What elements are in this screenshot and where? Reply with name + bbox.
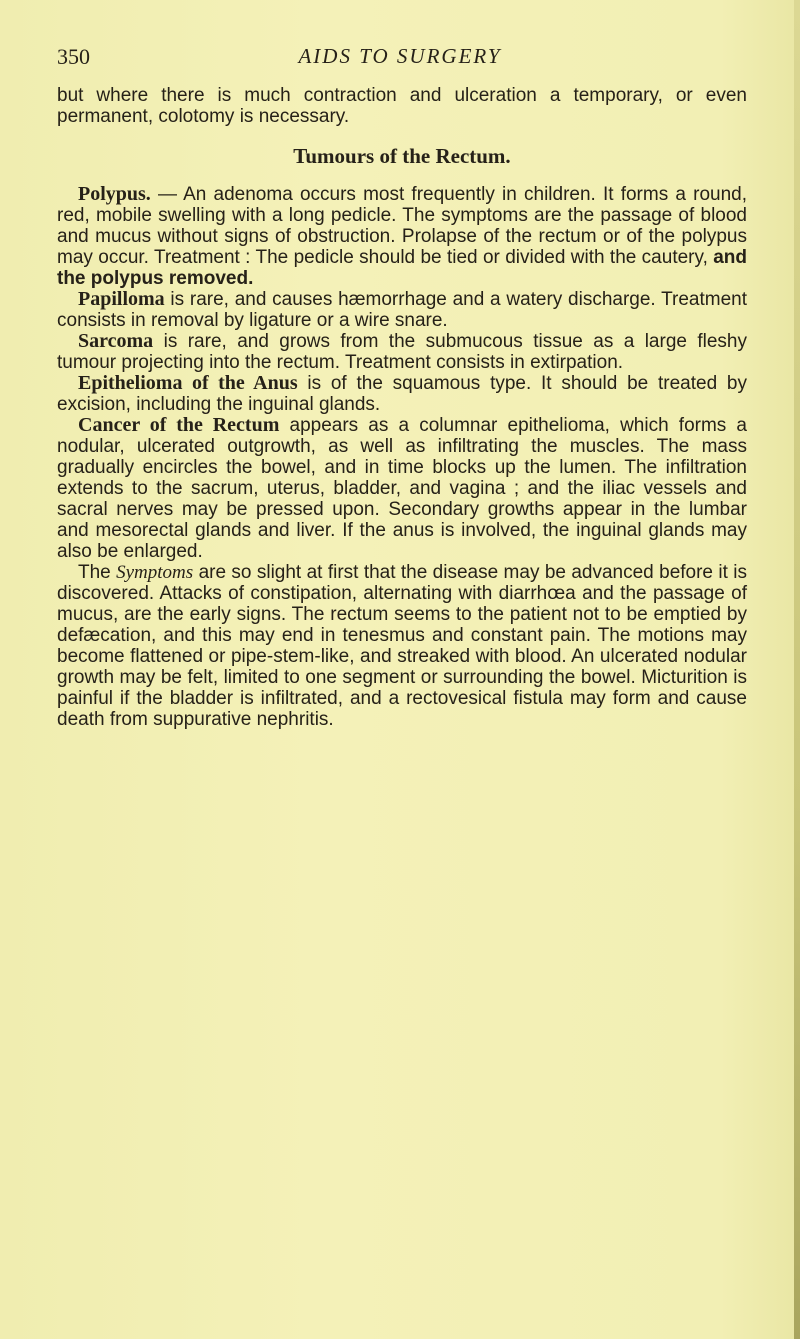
- polypus-dash: —: [150, 184, 184, 205]
- running-head: AIDS TO SURGERY: [298, 44, 502, 68]
- continuation-paragraph: but where there is much contraction and ulceration a temporary, or even permanent, colotomy is necessary.: [57, 85, 747, 127]
- papilloma-text: is rare, and causes hæmorrhage and a watery discharge. Treatment consists in removal by ligature or a wire snare.: [57, 289, 747, 331]
- paragraph-sarcoma: [57, 331, 747, 373]
- polypus-text: An adenoma occurs most frequently in children. It forms a round, red, mobile swelling with a long pedicle. The symptoms are the passage of blood and mucus without signs of obstruction. Prolapse of the rectum or of the polypus may occur. Treatment : The pedicle should be tied or divided with the cautery,: [57, 184, 748, 268]
- paragraph-cancer: [57, 415, 747, 562]
- paragraph-papilloma: [57, 289, 747, 331]
- page-edge: [794, 0, 800, 1339]
- sarcoma-text: is rare, and grows from the submucous tissue as a large fleshy tumour projecting into the rectum. Treatment consists in extirpation.: [57, 331, 747, 373]
- polypus-bold-tail: and the polypus removed.: [57, 247, 747, 289]
- paragraph-epithelioma: [57, 373, 747, 415]
- page-body: [57, 85, 747, 730]
- term-symptoms: Symptoms: [116, 562, 194, 583]
- term-cancer: Cancer of the Rectum: [78, 414, 280, 436]
- term-epithelioma: Epithelioma of the Anus: [78, 372, 298, 394]
- term-sarcoma: Sarcoma: [78, 330, 154, 352]
- paragraph-polypus: [57, 184, 747, 289]
- page-header: [0, 44, 800, 74]
- symptoms-text: are so slight at first that the disease may be advanced before it is discovered. Attacks of constipation, alternating with diarrhœa and the passage of mucus, are the early signs. The rectum seems to the patient not to be emptied by defæcation, and this may end in tenesmus and constant pain. The motions may become flattened or pipe-stem-like, and streaked with blood. An ulcerated nodular growth may be felt, limited to one segment or surrounding the bowel. Micturition is painful if the bladder is infiltrated, and a rectovesical fistula may form and cause death from suppurative nephritis.: [57, 562, 747, 730]
- page-number: 350: [57, 44, 90, 69]
- cancer-text: appears as a columnar epithelioma, which forms a nodular, ulcerated outgrowth, as well as infiltrating the muscles. The mass gradually encircles the bowel, and in time blocks up the lumen. The infiltration extends to the sacrum, uterus, bladder, and vagina ; and the iliac vessels and sacral nerves may be pressed upon. Secondary growths appear in the lumbar and mesorectal glands and liver. If the anus is involved, the inguinal glands may also be enlarged.: [57, 415, 748, 562]
- term-papilloma: Papilloma: [78, 288, 165, 310]
- epithelioma-text: is of the squamous type. It should be treated by excision, including the inguinal glands.: [57, 373, 747, 415]
- section-heading: Tumours of the Rectum.: [293, 144, 511, 168]
- symptoms-lead: The: [78, 562, 117, 583]
- paragraph-symptoms: [57, 562, 747, 730]
- term-polypus: Polypus.: [78, 183, 151, 205]
